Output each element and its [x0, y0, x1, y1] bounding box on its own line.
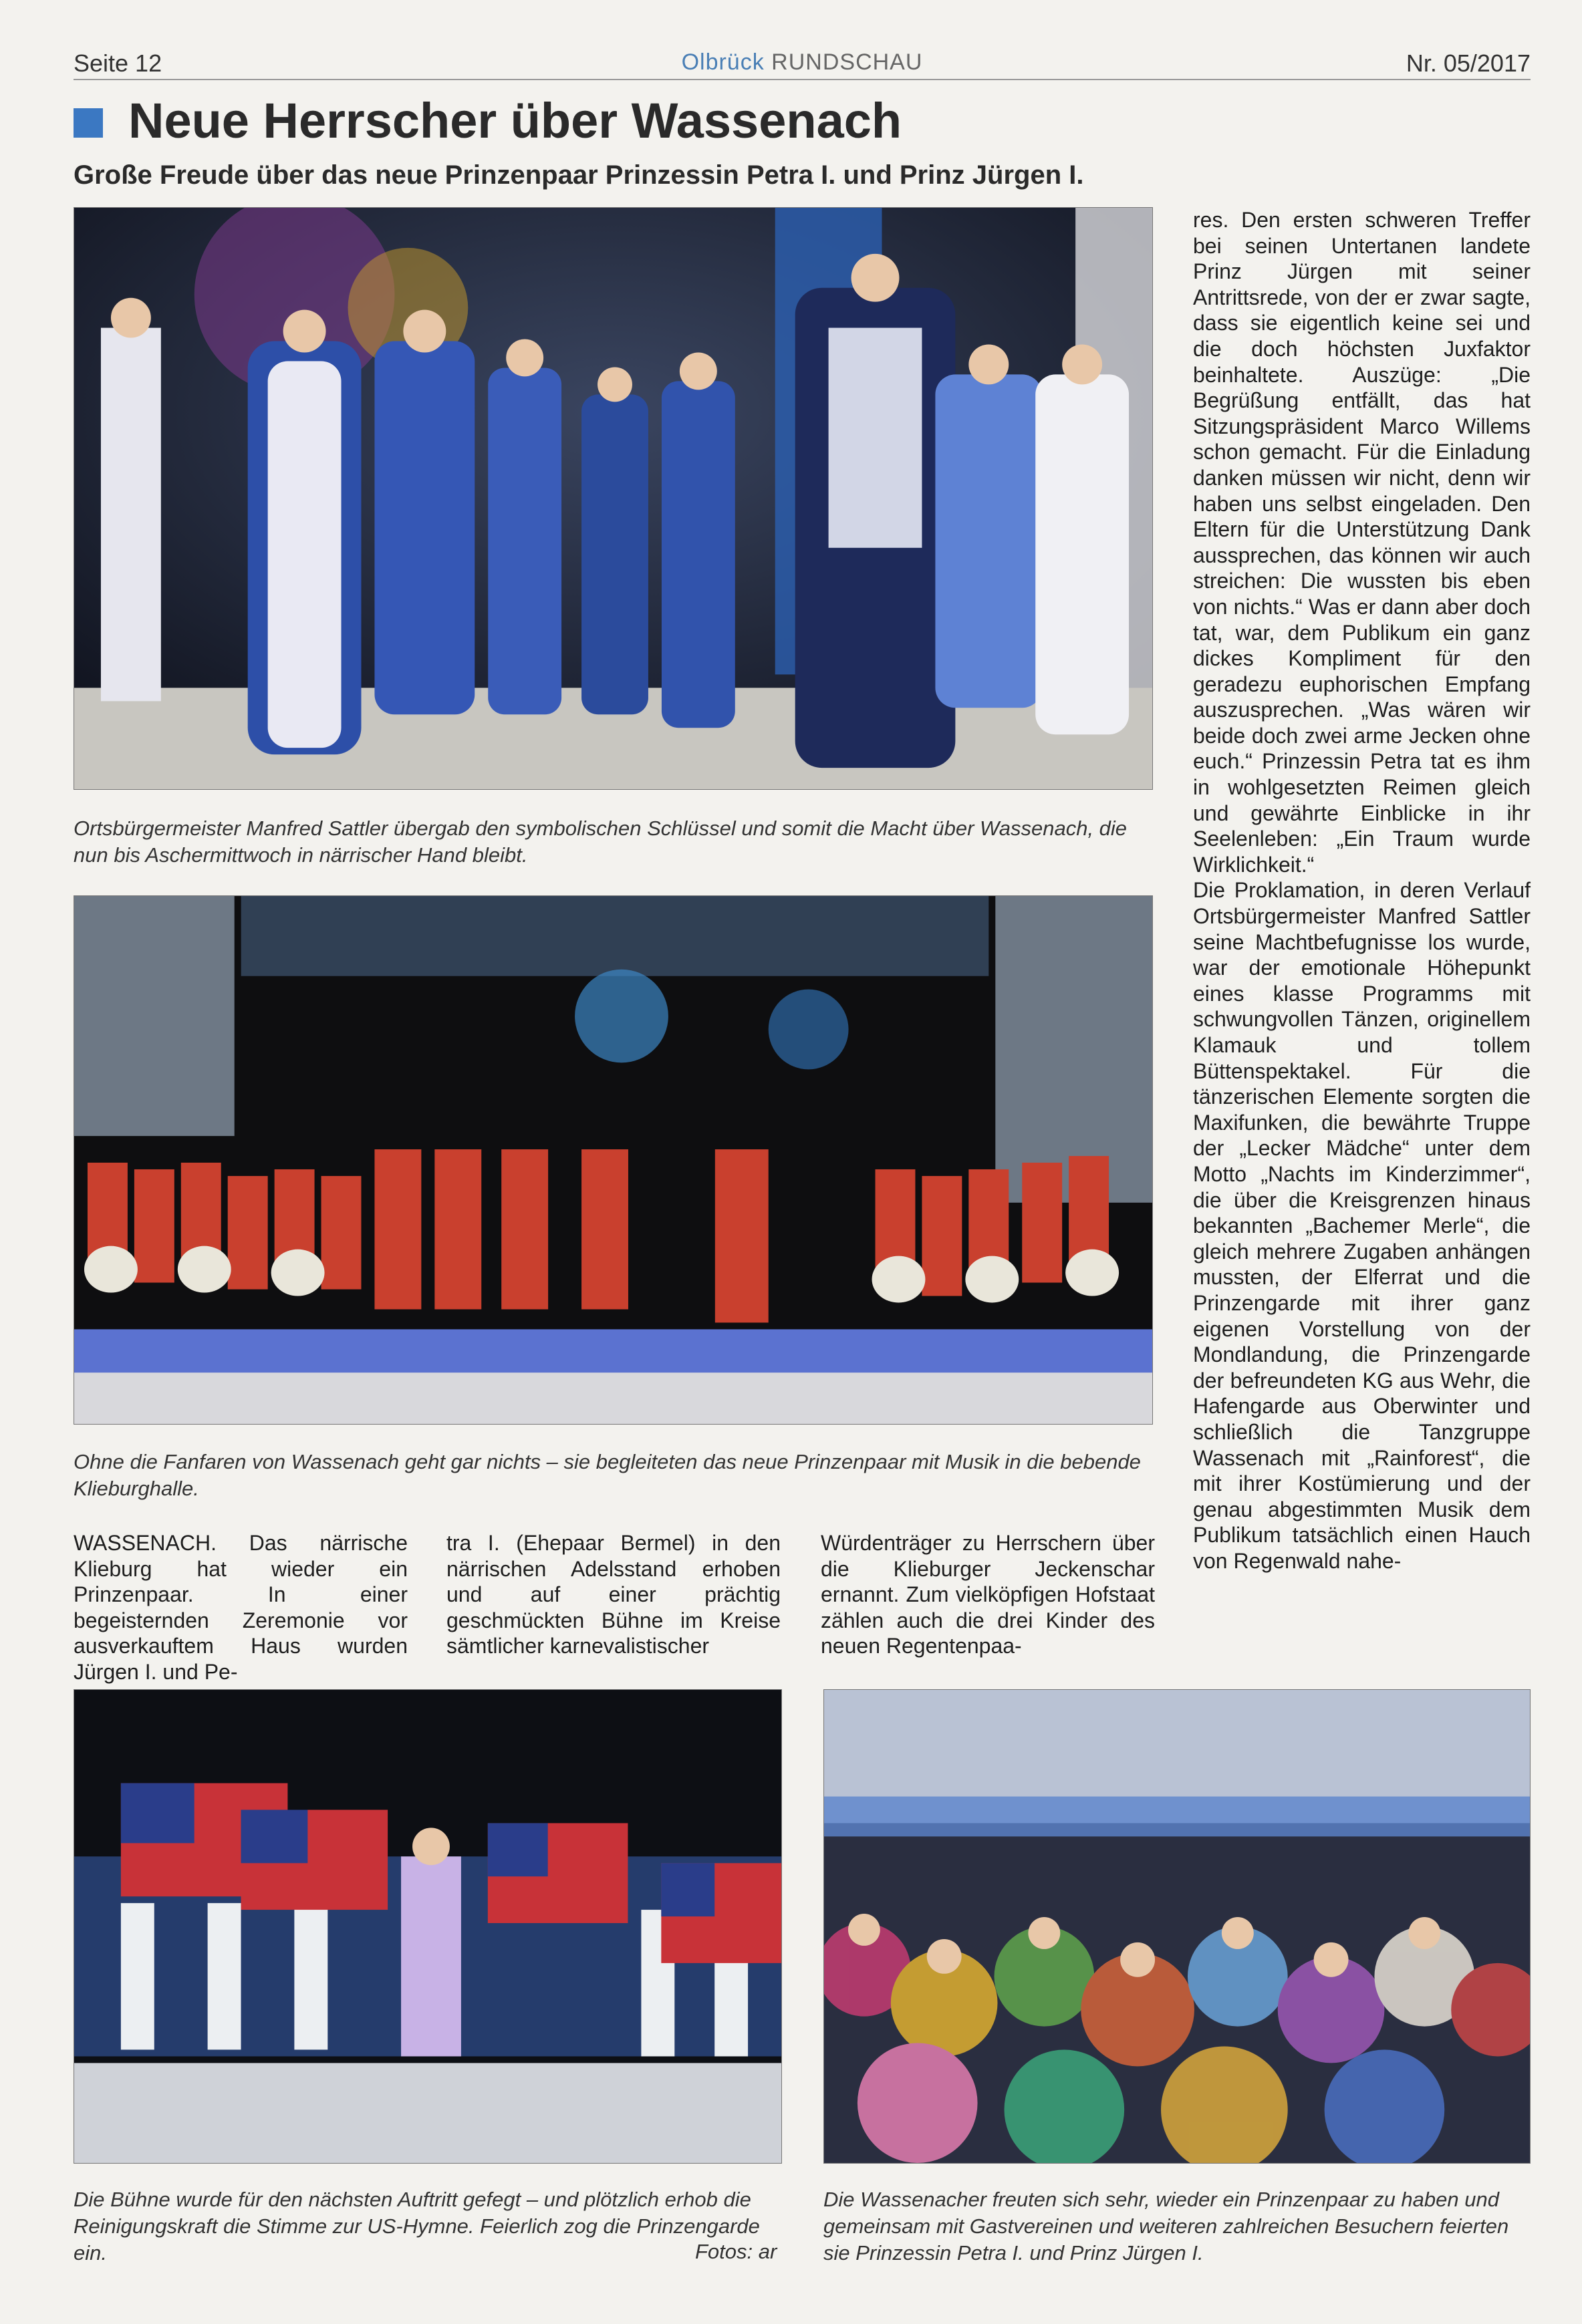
photo-us-flags [74, 1689, 782, 2164]
issue-number: Nr. 05/2017 [1406, 49, 1531, 77]
article-column-3: Würdenträger zu Herrschern über die Klieburger Jeckenschar ernannt. Zum vielköpfigen Hofstaat zählen auch die drei Kinder des neuen Regentenpaa- [821, 1531, 1155, 1658]
photo-prince-couple [74, 207, 1153, 790]
page-header [74, 47, 1531, 80]
article-subtitle: Große Freude über das neue Prinzenpaar Prinzessin Petra I. und Prinz Jürgen I. [74, 160, 1084, 190]
caption-photo-3: Die Bühne wurde für den nächsten Auftritt gefegt – und plötzlich erhob die Reinigungskraft die Stimme zur US-Hymne. Feierlich zog die Prinzengarde ein. [74, 2188, 760, 2265]
photo-credit: Fotos: ar [695, 2240, 777, 2263]
caption-photo-1: Ortsbürgermeister Manfred Sattler übergab den symbolischen Schlüssel und somit die Macht über Wassenach, die nun bis Aschermittwoch in närrischer Hand bleibt. [74, 817, 1128, 867]
article-title: Neue Herrscher über Wassenach [128, 93, 902, 148]
photo-fanfare-band [74, 895, 1153, 1425]
newspaper-name [74, 49, 1531, 76]
article-column-4 [1193, 207, 1531, 1574]
article-column-2: tra I. (Ehepaar Bermel) in den närrischen Adelsstand erhoben und auf einer prächtig geschmückten Bühne im Kreise sämtlicher karnevalistischer [446, 1531, 781, 1658]
paper-name: RUNDSCHAU [771, 49, 923, 75]
brand-name: Olbrück [681, 49, 765, 75]
article-paragraph-2: Die Proklamation, in deren Verlauf Ortsbürgermeister Manfred Sattler seine Machtbefugnisse los wurde, war der emotionale Höhepunkt eines klasse Programms mit schwungvollen Tänzen, originellem Klamauk und tollem Büttenspektakel. Für die tänzerischen Elemente sorgten die Maxifunken, die bewährte Truppe der „Lecker Mädche“ unter dem Motto „Nachts im Kinderzimmer“, die über die Kreisgrenzen hinaus bekannten „Bachemer Merle“, die gleich mehrere Zugaben anhängen mussten, der Elferrat und die Prinzengarde mit ihrer ganz eigenen Vorstellung von der Mondlandung, die Prinzengarde der befreundeten KG aus Wehr, die Hafengarde aus Oberwinter und schließlich die Tanzgruppe Wassenach mit „Rainforest“, die mit ihrer Kostümierung und der genau abgestimmten Musik dem Publikum tatsächlich einen Hauch von Regenwald nahe- [1193, 878, 1531, 1573]
header-divider [74, 79, 1531, 80]
photo-audience [823, 1689, 1531, 2164]
caption-photo-2: Ohne die Fanfaren von Wassenach geht gar nichts – sie begleiteten das neue Prinzenpaar mit Musik in die bebende Klieburghalle. [74, 1450, 1141, 1500]
caption-photo-4: Die Wassenacher freuten sich sehr, wieder ein Prinzenpaar zu haben und gemeinsam mit Gastvereinen und weiteren zahlreichen Besuchern feierten sie Prinzessin Petra I. und Prinz Jürgen I. [823, 2188, 1509, 2265]
headline-square-icon [74, 108, 103, 138]
page-number: Seite 12 [74, 49, 162, 77]
article-paragraph-1: res. Den ersten schweren Treffer bei seinen Untertanen landete Prinz Jürgen mit seiner Antrittsrede, von der er zwar sagte, dass sie eigentlich keine sei und die doch höchsten Juxfaktor beinhaltete. Auszüge: „Die Begrüßung entfällt, das hat Sitzungspräsident Marco Willems schon gemacht. Für die Einladung danken müssen wir nicht, denn wir haben uns selbst eingeladen. Den Eltern für die Unterstützung Dank aussprechen, das können wir auch streichen: Die wussten bis eben von nichts.“ Was er dann aber doch tat, war, dem Publikum ein ganz dickes Kompliment für den geradezu euphorischen Empfang auszusprechen. „Was wären wir beide doch zwei arme Jecken ohne euch.“ Prinzessin Petra tat es ihm in wohlgesetzten Reimen gleich und gewährte Einblicke in ihr Seelenleben: „Ein Traum wurde Wirklichkeit.“ [1193, 208, 1531, 877]
article-column-1: WASSENACH. Das närrische Klieburg hat wieder ein Prinzenpaar. In einer begeisternden Zeremonie vor ausverkauftem Haus wurden Jürgen I. und Pe- [74, 1531, 408, 1684]
